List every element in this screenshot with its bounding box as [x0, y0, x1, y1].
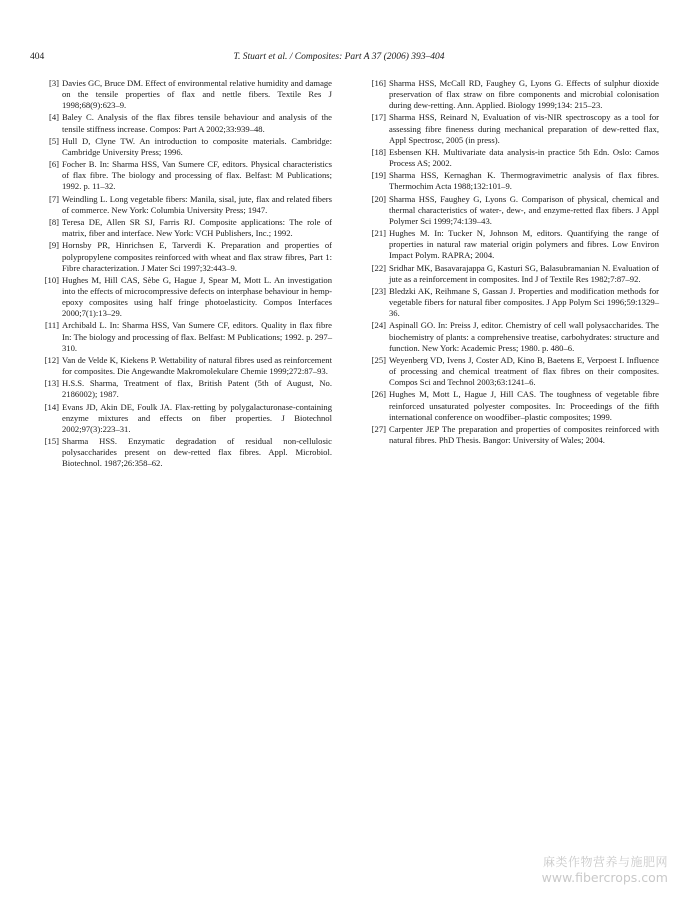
reference-number: [25] [371, 354, 386, 365]
reference-text: Baley C. Analysis of the flax fibres tensile behaviour and analysis of the tensile stiffness increase. Compos: Part A 2002;33:939–48. [62, 112, 332, 134]
reference-item [358, 78, 659, 111]
reference-text: Sharma HSS, Reinard N, Evaluation of vis-NIR spectroscopy as a tool for assessing fibre fineness during mechanical preparation of dew-retted flax, Appl Spectrosc, 2005 (in press). [389, 112, 659, 145]
reference-item [358, 263, 659, 285]
reference-text: Sharma HSS, Kernaghan K. Thermogravimetric analysis of flax fibres. Thermochim Acta 1988;132:101–9. [389, 170, 659, 192]
reference-item [358, 424, 659, 446]
reference-number: [24] [371, 320, 386, 331]
reference-number: [15] [44, 436, 59, 447]
reference-item [358, 228, 659, 261]
reference-text: Sharma HSS, McCall RD, Faughey G, Lyons G. Effects of sulphur dioxide preservation of flax straw on fibre components and microbial colonisation during dew-retting. Ann. Applied. Biology 1999;134: 215–23. [389, 78, 659, 111]
reference-item [31, 240, 332, 273]
reference-item [31, 194, 332, 216]
running-title: T. Stuart et al. / Composites: Part A 37 (2006) 393–404 [233, 52, 445, 62]
reference-item [31, 402, 332, 435]
reference-item [358, 112, 659, 145]
reference-text: Bledzki AK, Reihmane S, Gassan J. Properties and modification methods for vegetable fibers for natural fiber composites. J App Polym Sci 1996;59:1329–36. [389, 286, 659, 319]
reference-number: [14] [44, 401, 59, 412]
references-right-column [358, 78, 659, 447]
reference-text: Focher B. In: Sharma HSS, Van Sumere CF, editors. Physical characteristics of flax fibre. The biology and processing of flax. Belfast: M Publications; 1992. p. 11–32. [62, 159, 332, 192]
reference-item [358, 389, 659, 422]
watermark-url: www.fibercrops.com [541, 870, 668, 885]
reference-text: Van de Velde K, Kiekens P. Wettability of natural fibres used as reinforcement for composites. Die Angewandte Makromolekulare Chemie 1999;272:87–93. [62, 354, 332, 377]
reference-item [358, 286, 659, 319]
reference-number: [5] [48, 135, 59, 146]
reference-text: Weindling L. Long vegetable fibers: Manila, sisal, jute, flax and related fibers of commerce. New York: Columbia University Press; 1947. [62, 193, 332, 215]
reference-text: Carpenter JEP The preparation and properties of composites reinforced with natural fibres. PhD Thesis. Bangor: University of Wales; 2004. [389, 423, 659, 445]
watermark [542, 855, 668, 885]
reference-number: [20] [371, 193, 386, 204]
reference-number: [22] [371, 262, 386, 273]
reference-text: Hughes M, Hill CAS, Sèbe G, Hague J, Spear M, Mott L. An investigation into the effects of microcompressive defects on interphase behaviour in hemp-epoxy composites using half fringe photoelasticity. Compos Interfaces 2000;7(1):13–29. [62, 274, 332, 319]
reference-item [31, 275, 332, 319]
reference-text: Hornsby PR, Hinrichsen E, Tarverdi K. Preparation and properties of polypropylene composites reinforced with wheat and flax straw fibres, Part 1: Fibre characterization. J Mater Sci 1997;32:443–9. [62, 240, 332, 273]
reference-number: [11] [45, 320, 59, 331]
reference-item [358, 170, 659, 192]
reference-text: Teresa DE, Allen SR SJ, Farris RJ. Composite applications: The role of matrix, fiber and interface. New York: VCH Publishers, Inc.; 1992. [62, 217, 332, 239]
reference-item [358, 320, 659, 353]
reference-number: [16] [371, 78, 386, 88]
reference-text: Esbensen KH. Multivariate data analysis-in practice 5th Edn. Oslo: Camos Process AS; 2002. [389, 146, 659, 169]
reference-item [31, 136, 332, 158]
reference-text: Hughes M. In: Tucker N, Johnson M, editors. Quantifying the range of properties in natural raw material origin polymers and fibres. Low Environ Impact Polym. RAPRA; 2004. [389, 228, 659, 261]
reference-number: [13] [44, 378, 59, 389]
reference-text: Archibald L. In: Sharma HSS, Van Sumere CF, editors. Quality in flax fibre In: The biology and processing of flax. Belfast: M Publications; 1992. p. 297–310. [62, 320, 332, 353]
reference-number: [6] [48, 159, 59, 170]
reference-item [31, 378, 332, 400]
reference-text: Aspinall GO. In: Preiss J, editor. Chemistry of cell wall polysaccharides. The biochemistry of plants: a comprehensive treatise, carbohydrates: structure and function. New York: Academic Press; 1980. p. 480–6. [389, 320, 659, 353]
reference-number: [10] [44, 274, 59, 285]
reference-text: Davies GC, Bruce DM. Effect of environmental relative humidity and damage on the tensile properties of flax and nettle fibers. Textile Res J 1998;68(9):623–9. [62, 78, 332, 111]
reference-number: [9] [48, 240, 59, 251]
reference-text: H.S.S. Sharma, Treatment of flax, British Patent (5th of August, No. 2186002); 1987. [62, 378, 332, 400]
reference-text: Weyenberg VD, Ivens J, Coster AD, Kino B, Baetens E, Verpoest I. Influence of processing and chemical treatment of flax fibres on their composites. Compos Sci and Technol 2003;63:1241–6. [389, 354, 659, 388]
reference-number: [3] [48, 78, 59, 88]
reference-number: [18] [371, 146, 386, 157]
reference-item [31, 217, 332, 239]
reference-item [31, 320, 332, 353]
reference-text: Hughes M, Mott L, Hague J, Hill CAS. The toughness of vegetable fibre reinforced unsaturated polyester composites. In: Proceedings of the fifth international conference on woodfiber–plastic composites; 1999. [389, 389, 659, 422]
reference-number: [12] [44, 354, 59, 365]
reference-item [358, 355, 659, 388]
reference-number: [4] [48, 112, 59, 123]
reference-item [31, 355, 332, 377]
reference-number: [7] [48, 193, 59, 204]
reference-item [31, 436, 332, 469]
reference-item [358, 147, 659, 169]
reference-number: [8] [48, 217, 59, 228]
reference-number: [19] [371, 170, 386, 181]
reference-item [31, 112, 332, 134]
reference-text: Sharma HSS. Enzymatic degradation of residual non-cellulosic polysaccharides present on dew-retted flax fibres. Appl. Microbiol. Biotechnol. 1987;26:358–62. [62, 436, 332, 469]
reference-text: Sharma HSS, Faughey G, Lyons G. Comparison of physical, chemical and thermal characteristics of water-, dew-, and enzyme-retted flax fibers. J Appl Polymer Sci 1999;74:139–43. [389, 193, 659, 226]
reference-item [358, 194, 659, 227]
reference-text: Hull D, Clyne TW. An introduction to composite materials. Cambridge: Cambridge University Press; 1996. [62, 135, 332, 157]
page-number: 404 [30, 52, 45, 62]
reference-number: [27] [371, 423, 386, 434]
reference-number: [17] [371, 112, 386, 123]
reference-text: Sridhar MK, Basavarajappa G, Kasturi SG, Balasubramanian N. Evaluation of jute as a reinforcement in composites. Ind J of Textile Res 1982;7:87–92. [389, 262, 659, 284]
reference-item [31, 159, 332, 192]
reference-text: Evans JD, Akin DE, Foulk JA. Flax-retting by polygalacturonase-containing enzyme mixtures and effects on fiber properties. J Biotechnol 2002;97(3):223–31. [62, 401, 332, 434]
reference-item [31, 78, 332, 111]
reference-number: [23] [371, 286, 386, 296]
page-header [30, 52, 648, 66]
references-left-column [31, 78, 332, 471]
reference-number: [26] [371, 389, 386, 400]
watermark-chinese: 麻类作物营养与施肥网 [542, 855, 668, 869]
reference-number: [21] [371, 228, 386, 239]
